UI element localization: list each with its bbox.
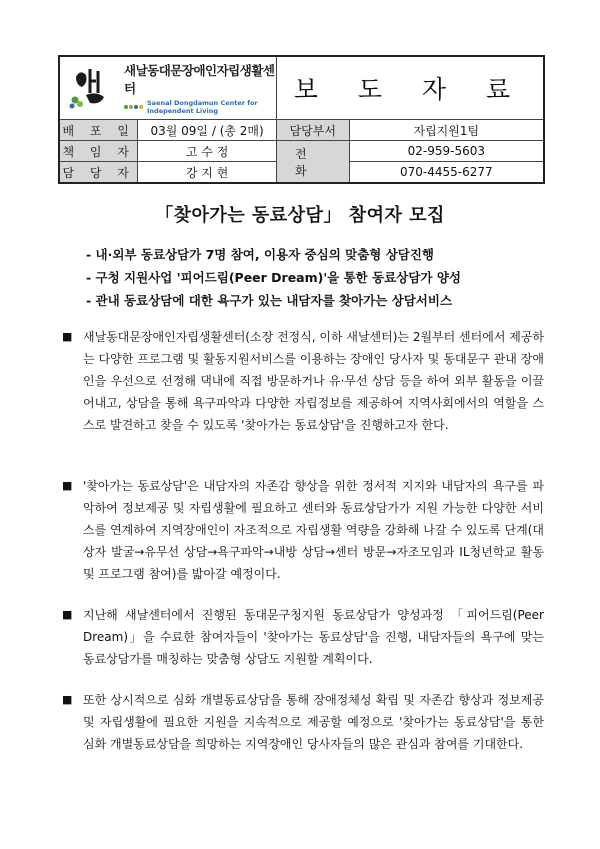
bullet-square-icon: ■	[62, 479, 73, 492]
doc-type-title: 보 도 자 료	[276, 56, 544, 120]
bullet-square-icon: ■	[62, 608, 73, 621]
phone-value-2: 070-4455-6277	[349, 162, 544, 184]
logo-cell	[59, 56, 276, 120]
manager-label: 책 임 자	[59, 141, 138, 162]
bullet-square-icon: ■	[62, 693, 73, 706]
phone-value-1: 02-959-5603	[349, 141, 544, 162]
release-date-value: 03월 09일 / (총 2매)	[138, 120, 277, 141]
subpoint: - 내·외부 동료상담가 7명 참여, 이용자 중심의 맞춤형 상담진행	[86, 247, 434, 262]
contact-person-value: 강 지 현	[138, 162, 277, 184]
department-label: 담당부서	[276, 120, 349, 141]
phone-label: 전 화	[276, 141, 349, 184]
paragraph-3	[62, 604, 544, 670]
press-release-header	[58, 55, 545, 184]
paragraph-text: 또한 상시적으로 심화 개별동료상담을 통해 장애정체성 확립 및 자존감 향상과 정보제공 및 자립생활에 필요한 지원을 지속적으로 제공할 예정으로 '찾아가는 동료상담'을 통한 심화 개별동료상담을 희망하는 지역장애인 당사자들의 많은 관심과 참여를 기대한다.	[83, 693, 544, 751]
paragraph-1	[62, 326, 544, 436]
org-name-en: Saenal Dongdamun Center for Independent Living	[147, 99, 258, 115]
subpoint: - 관내 동료상담에 대한 욕구가 있는 내담자를 찾아가는 상담서비스	[86, 293, 453, 308]
paragraph-text: '찾아가는 동료상담'은 내담자의 자존감 향상을 위한 정서적 지지와 내담자의 욕구를 파악하여 정보제공 및 자립생활에 필요하고 센터와 동료상담가가 지원 가능한 다양한 서비스를 연계하여 지역장애인이 자조적으로 자립생활 역량을 강화해 나갈 수 있도록 단계(대상자 발굴→유무선 상담→욕구파악→내방 상담→센터 방문→자조모임과 IL청년학교 활동 및 프로그램 참여)를 밟아갈 예정이다.	[83, 479, 544, 581]
bullet-square-icon: ■	[62, 330, 73, 343]
subpoint-list	[86, 243, 461, 312]
subpoint: - 구청 지원사업 '피어드림(Peer Dream)'을 통한 동료상담가 양성	[86, 270, 461, 285]
headline: 「찾아가는 동료상담」 참여자 모집	[155, 205, 445, 226]
release-date-label: 배 포 일	[59, 120, 138, 141]
logo-dots-icon	[124, 105, 144, 109]
org-logo	[60, 61, 276, 115]
paragraph-text: 새날동대문장애인자립생활센터(소장 전정식, 이하 새날센터)는 2월부터 센터에서 제공하는 다양한 프로그램 및 활동지원서비스를 이용하는 장애인 당사자 및 동대문구 관내 장애인을 우선으로 선정해 댁내에 직접 방문하거나 유·무선 상담 등을 하여 외부 활동을 이끌어내고, 상담을 통해 욕구파악과 다양한 자립정보를 제공하여 지역사회에서의 역할을 스스로 발견하고 찾을 수 있도록 '찾아가는 동료상담'을 진행하고자 한다.	[83, 330, 545, 432]
paragraph-2	[62, 475, 544, 585]
contact-person-label: 담 당 자	[59, 162, 138, 184]
manager-value: 고 수 정	[138, 141, 277, 162]
saenal-logo-icon	[66, 63, 120, 113]
paragraph-4	[62, 689, 544, 755]
department-value: 자립지원1팀	[349, 120, 544, 141]
org-name: 새날동대문장애인자립생활센터	[124, 63, 275, 96]
paragraph-text: 지난해 새날센터에서 진행된 동대문구청지원 동료상담가 양성과정 「피어드림(Peer Dream)」을 수료한 참여자들이 '찾아가는 동료상담'을 진행, 내담자들의 욕구에 맞는 동료상담가를 매칭하는 맞춤형 상담도 지원할 계획이다.	[83, 608, 544, 666]
